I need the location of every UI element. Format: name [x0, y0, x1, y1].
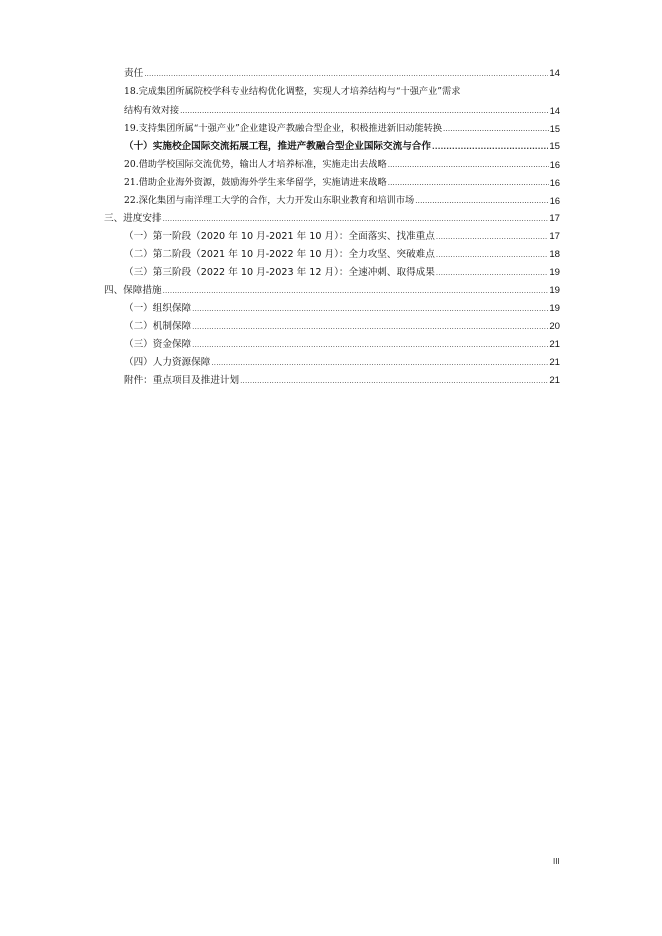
- toc-leader: [192, 303, 548, 315]
- toc-leader: [415, 195, 549, 207]
- toc-entry-page: 19: [549, 303, 560, 314]
- toc-entry-text: （三）资金保障: [124, 339, 192, 350]
- toc-entry-page: 15: [549, 124, 560, 134]
- toc-leader: [240, 375, 548, 387]
- toc-leader: [436, 267, 548, 279]
- toc-entry[interactable]: [104, 213, 560, 225]
- toc-entry[interactable]: [124, 321, 560, 333]
- toc-entry-page: 16: [549, 196, 560, 206]
- toc-entry-text: （一）第一阶段（2020 年 10 月-2021 年 10 月）：全面落实、找准重点: [124, 231, 435, 242]
- toc-leader: [192, 339, 548, 351]
- toc-leader: [211, 357, 548, 369]
- toc-entry-page: 19: [549, 267, 560, 278]
- toc-leader: [163, 285, 549, 297]
- toc-entry-page: 18: [549, 249, 560, 260]
- toc-entry-text: （十）实施校企国际交流拓展工程，推进产教融合型企业国际交流与合作: [124, 141, 431, 152]
- toc-entry[interactable]: [124, 267, 560, 279]
- toc-entry-text: 结构有效对接: [124, 105, 180, 116]
- toc-entry-page: 17: [549, 213, 560, 224]
- toc-entry[interactable]: [124, 195, 560, 207]
- toc-entry[interactable]: [124, 123, 560, 135]
- toc-entry[interactable]: [104, 285, 560, 297]
- toc-entry-page: 21: [549, 357, 560, 368]
- toc-leader: [180, 105, 549, 117]
- toc-entry-text: （四）人力资源保障: [124, 357, 211, 368]
- toc-entry[interactable]: [124, 375, 560, 387]
- toc-entry-page: 14: [549, 68, 560, 79]
- toc-entry-text: （一）组织保障: [124, 303, 192, 314]
- toc-entry-text: 22.深化集团与南洋理工大学的合作，大力开发山东职业教育和培训市场: [124, 195, 415, 206]
- toc-entry-text: 责任: [124, 68, 144, 79]
- toc-entry[interactable]: [124, 357, 560, 369]
- toc-entry-text: 附件：重点项目及推进计划: [124, 375, 240, 386]
- toc-leader: [388, 177, 549, 189]
- toc-leader: [436, 249, 548, 261]
- toc-entry[interactable]: [124, 105, 560, 117]
- toc-entry[interactable]: [124, 177, 560, 189]
- toc-entry-page: 16: [549, 178, 560, 188]
- toc-leader: [436, 231, 548, 243]
- toc-leader: [388, 159, 549, 171]
- toc-entry-page: 15: [549, 141, 560, 152]
- toc-entry-page: 16: [549, 160, 560, 170]
- toc-entry-page: 21: [549, 339, 560, 350]
- toc-entry[interactable]: [124, 339, 560, 351]
- toc-entry-text: （二）机制保障: [124, 321, 192, 332]
- toc-leader: [163, 213, 549, 225]
- toc-entry[interactable]: [124, 141, 560, 153]
- toc-entry-text: （三）第三阶段（2022 年 10 月-2023 年 12 月）：全速冲刺、取得成果: [124, 267, 435, 278]
- toc-entry-page: 14: [549, 106, 560, 116]
- toc-entry[interactable]: [124, 68, 560, 80]
- toc-entry-text: 三、进度安排: [104, 213, 162, 224]
- toc-entry-text: 21.借助企业海外资源，鼓励海外学生来华留学，实施请进来战略: [124, 177, 387, 188]
- toc-entry-page: 17: [549, 231, 560, 242]
- toc-entry-text: 19.支持集团所属“十强产业”企业建设产教融合型企业，积极推进新旧动能转换: [124, 123, 443, 134]
- toc-entry[interactable]: [124, 159, 560, 171]
- toc-entry-first-line[interactable]: 18.完成集团所属院校学科专业结构优化调整，实现人才培养结构与“十强产业”需求: [124, 86, 461, 97]
- toc-entry[interactable]: [124, 231, 560, 243]
- toc-entry-text: （二）第二阶段（2021 年 10 月-2022 年 10 月）：全力攻坚、突破难点: [124, 249, 435, 260]
- toc-entry-page: 21: [549, 375, 560, 386]
- toc-entry-text: 20.借助学校国际交流优势，输出人才培养标准，实施走出去战略: [124, 159, 387, 170]
- toc-entry[interactable]: [124, 249, 560, 261]
- toc-entry-text: 四、保障措施: [104, 285, 162, 296]
- toc-leader: [144, 68, 548, 80]
- toc-entry-page: 19: [549, 285, 560, 296]
- toc-entry[interactable]: [124, 303, 560, 315]
- toc-leader: [432, 141, 548, 153]
- toc-entry-page: 20: [549, 321, 560, 332]
- toc-leader: [443, 123, 549, 135]
- page-number: III: [553, 857, 560, 866]
- toc-leader: [192, 321, 548, 333]
